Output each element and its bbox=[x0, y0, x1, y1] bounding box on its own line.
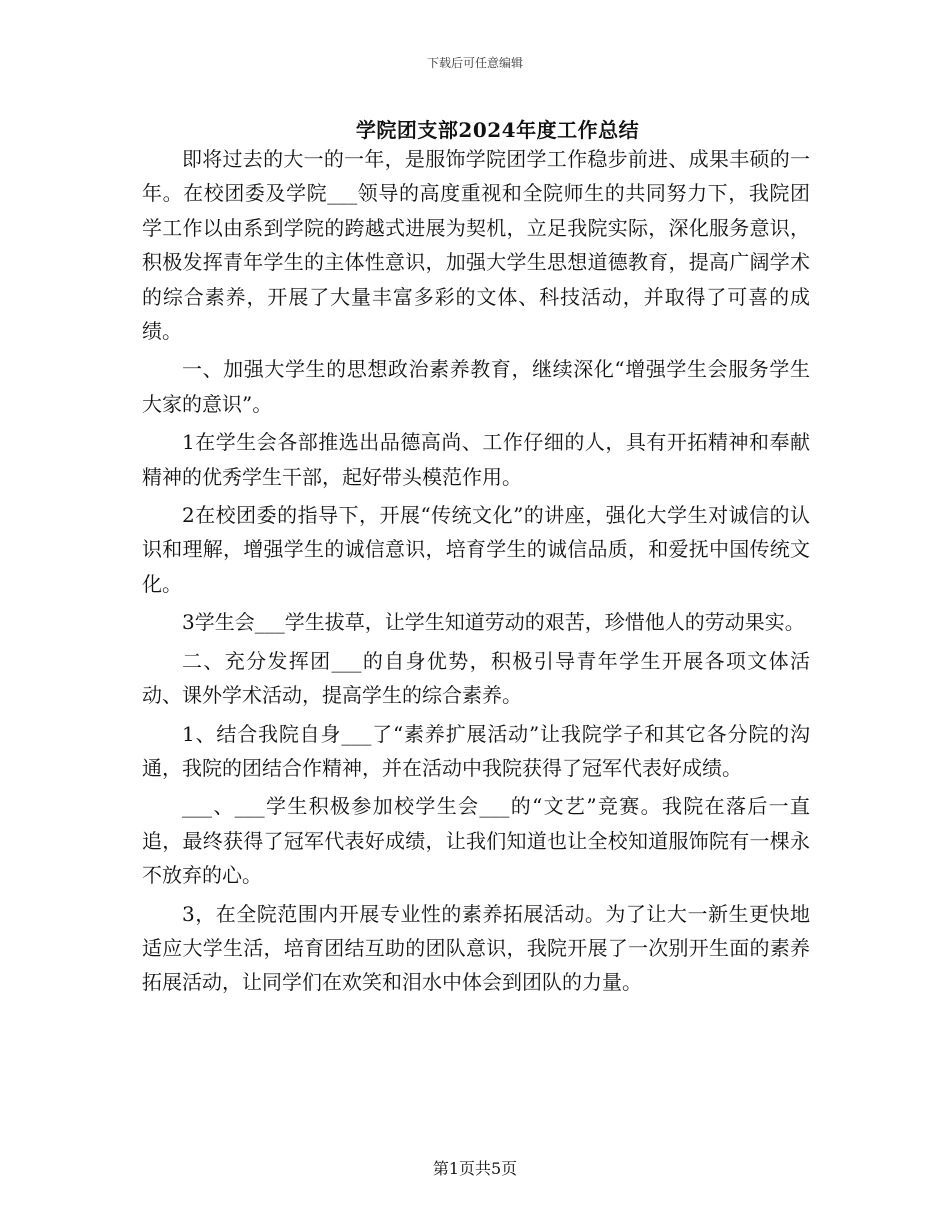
document-body bbox=[142, 142, 810, 1004]
header-note: 下载后可任意编辑 bbox=[426, 56, 523, 70]
paragraph-section-1-item-3: 3学生会___学生拔草，让学生知道劳动的艰苦，珍惜他人的劳动果实。 bbox=[182, 610, 805, 635]
page-number: 第1页共5页 bbox=[432, 1159, 518, 1178]
paragraph-section-2-item-3: 3，在全院范围内开展专业性的素养拓展活动。为了让大一新生更快地适应大学生活，培育团结互助的团队意识，我院开展了一次别开生面的素养拓展活动，让同学们在欢笑和泪水中体会到团队的力量。 bbox=[142, 901, 810, 995]
paragraph-section-2-item-1: 1、结合我院自身___了“素养扩展活动”让我院学子和其它各分院的沟通，我院的团结合作精神，并在活动中我院获得了冠军代表好成绩。 bbox=[142, 721, 810, 780]
paragraph-section-1-item-1: 1在学生会各部推选出品德高尚、工作仔细的人，具有开拓精神和奉献精神的优秀学生干部，起好带头模范作用。 bbox=[142, 430, 810, 489]
paragraph-section-2-heading: 二、充分发挥团___的自身优势，积极引导青年学生开展各项文体活动、课外学术活动，提高学生的综合素养。 bbox=[142, 648, 810, 708]
paragraph-intro: 即将过去的大一的一年，是服饰学院团学工作稳步前进、成果丰硕的一年。在校团委及学院___领导的高度重视和全院师生的共同努力下，我院团学工作以由系到学院的跨越式进展为契机，立足我院实际，深化服务意识，积极发挥青年学生的主体性意识，加强大学生思想道德教育，提高广阔学术的综合素养，开展了大量丰富多彩的文体、科技活动，并取得了可喜的成绩。 bbox=[142, 147, 810, 344]
paragraph-section-1-heading: 一、加强大学生的思想政治素养教育，继续深化“增强学生会服务学生大家的意识”。 bbox=[142, 357, 810, 416]
paragraph-section-2-item-2: ___、___学生积极参加校学生会___的“文艺”竞赛。我院在落后一直追，最终获得了冠军代表好成绩，让我们知道也让全校知道服饰院有一棵永不放弃的心。 bbox=[142, 794, 810, 888]
document-title: 学院团支部2024年度工作总结 bbox=[355, 118, 640, 142]
paragraph-section-1-item-2: 2在校团委的指导下，开展“传统文化”的讲座，强化大学生对诚信的认识和理解，增强学生的诚信意识，培育学生的诚信品质，和爱抚中国传统文化。 bbox=[142, 503, 810, 596]
